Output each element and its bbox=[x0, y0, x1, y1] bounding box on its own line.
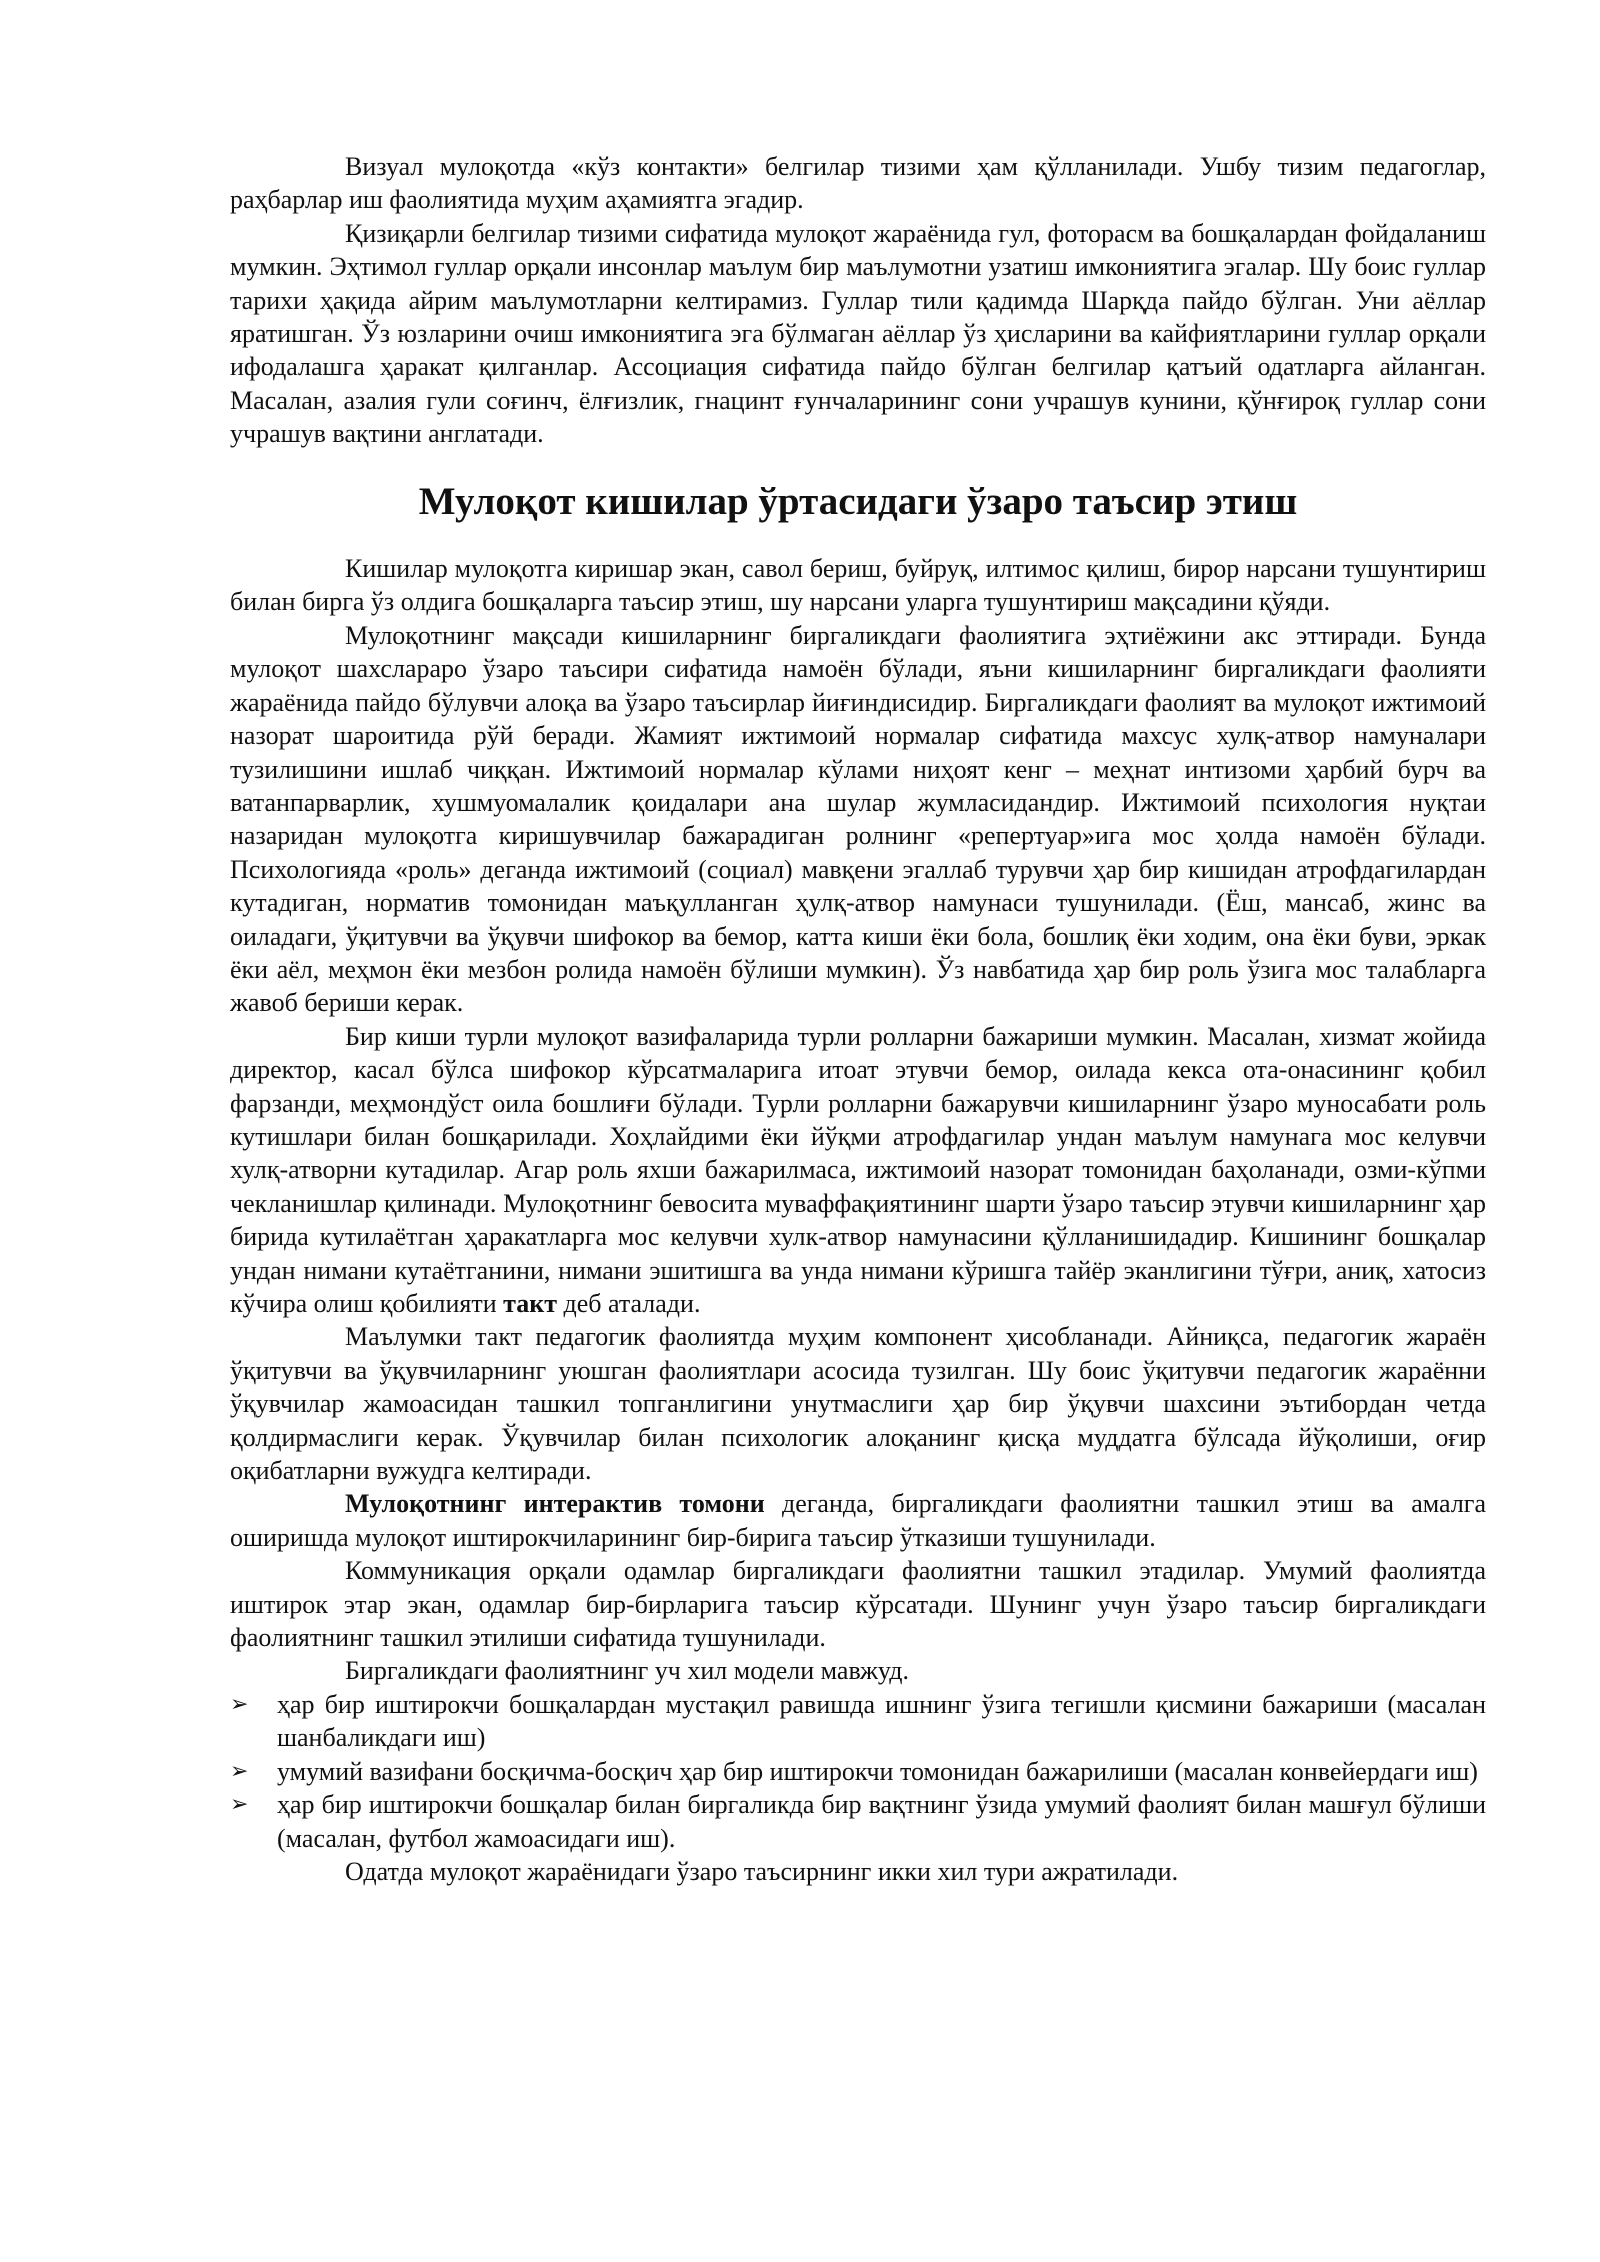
tact-term: такт bbox=[503, 1289, 557, 1318]
list-item-text: ҳар бир иштирокчи бошқалар билан биргаликда бир вақтнинг ўзида умумий фаолият билан машғул бўлиши (масалан, футбол жамоасидаги иш). bbox=[277, 1790, 1486, 1853]
tact-text-before: Бир киши турли мулоқот вазифаларида турли ролларни бажариши мумкин. Масалан, хизмат жойида директор, касал бўлса шифокор кўрсатмаларига итоат этувчи бемор, оилада кекса ота-онасининг қобил фарзанди, меҳмондўст оила бошлиғи бўлади. Турли ролларни бажарувчи кишиларнинг ўзаро муносабати роль кутишлари билан бошқарилади. Хоҳлайдими ёки йўқми атрофдагилар ундан маълум намунага мос келувчи хулқ-атворни кутадилар. Агар роль яхши бажарилмаса, ижтимоий назорат томонидан баҳоланади, озми-кўпми чекланишлар қилинади. Мулоқотнинг бевосита муваффақиятининг шарти ўзаро таъсир этувчи кишиларнинг ҳар бирида кутилаётган ҳаракатларга мос келувчи хулк-атвор намунасини қўлланишидадир. Кишининг бошқалар ундан нимани кутаётганини, нимани эшитишга ва унда нимани кўришга тайёр эканлигини тўғри, аниқ, хатосиз кўчира олиш қобилияти bbox=[230, 1021, 1486, 1318]
paragraph-social-roles: Мулоқотнинг мақсади кишиларнинг биргаликдаги фаолиятига эҳтиёжини акс эттиради. Бунда мулоқот шахслараро ўзаро таъсири сифатида намоён бўлади, яъни кишиларнинг биргаликдаги фаолияти жараёнида пайдо бўлувчи алоқа ва ўзаро таъсирлар йиғиндисидир. Биргаликдаги фаолият ва мулоқот ижтимоий назорат шароитида рўй беради. Жамият ижтимоий нормалар сифатида махсус хулқ-атвор намуналари тузилишини ишлаб чиққан. Ижтимоий нормалар кўлами ниҳоят кенг – меҳнат интизоми ҳарбий бурч ва ватанпарварлик, хушмуомалалик қоидалари ана шулар жумласидандир. Ижтимоий психология нуқтаи назаридан мулоқотга киришувчилар бажарадиган ролнинг «репертуар»ига мос ҳолда намоён бўлади. Психологияда «роль» деганда ижтимоий (социал) мавқени эгаллаб турувчи ҳар бир кишидан атрофдагилардан кутадиган, норматив томонидан маъқулланган ҳулқ-атвор намунаси тушунилади. (Ёш, мансаб, жинс ва оиладаги, ўқитувчи ва ўқувчи шифокор ва бемор, катта киши ёки бола, бошлиқ ёки ходим, она ёки буви, эркак ёки аёл, меҳмон ёки мезбон ролида намоён бўлиши мумкин). Ўз навбатида ҳар бир роль ўзига мос талабларга жавоб бериши керак. bbox=[230, 620, 1486, 1018]
arrow-bullet-icon: ➢ bbox=[230, 1792, 249, 1818]
interactive-side-text: деганда, биргаликдаги фаолиятни ташкил этиш ва амалга оширишда мулоқот иштирокчиларининг бир-бирига таъсир ўтказиши тушунилади. bbox=[230, 1489, 1486, 1552]
activity-models-list bbox=[230, 1688, 1486, 1855]
paragraph-three-models: Биргаликдаги фаолиятнинг уч хил модели мавжуд. bbox=[345, 1656, 910, 1686]
paragraph-tact bbox=[230, 1020, 1486, 1321]
paragraph-communication-purpose: Кишилар мулоқотга киришар экан, савол бериш, буйруқ, илтимос қилиш, бирор нарсани тушунтириш билан бирга ўз олдига бошқаларга таъсир этиш, шу нарсани уларга тушунтириш мақсадини қўяди. bbox=[230, 554, 1486, 617]
list-item-text: ҳар бир иштирокчи бошқалардан мустақил равишда ишнинг ўзига тегишли қисмини бажариши (масалан шанбаликдаги иш) bbox=[277, 1689, 1486, 1753]
paragraph-communication-activity: Коммуникация орқали одамлар биргаликдаги фаолиятни ташкил этадилар. Умумий фаолиятда иштирок этар экан, одамлар бир-бирларига таъсир кўрсатади. Шунинг учун ўзаро таъсир биргаликдаги фаолиятнинг ташкил этилиши сифатида тушунилади. bbox=[230, 1556, 1486, 1653]
paragraph-eye-contact: Визуал мулоқотда «кўз контакти» белгилар тизими ҳам қўлланилади. Ушбу тизим педагоглар, раҳбарлар иш фаолиятида муҳим аҳамиятга эгадир. bbox=[230, 152, 1486, 215]
list-item bbox=[230, 1788, 1486, 1855]
paragraph-interactive-side bbox=[230, 1487, 1486, 1554]
document-page bbox=[230, 150, 1486, 1888]
tact-text-after: деб аталади. bbox=[556, 1289, 701, 1318]
list-item bbox=[230, 1688, 1486, 1755]
list-item-text: умумий вазифани босқичма-босқич ҳар бир иштирокчи томонидан бажарилиши (масалан конвейердаги иш) bbox=[277, 1756, 1478, 1786]
paragraph-pedagogical-tact: Маълумки такт педагогик фаолиятда муҳим компонент ҳисобланади. Айниқса, педагогик жараён ўқитувчи ва ўқувчиларнинг уюшган фаолиятлари асосида тузилган. Шу боис ўқитувчи педагогик жараённи ўқувчилар жамоасидан ташкил топганлигини унутмаслиги ҳар бир ўқувчи шахсини эътибордан четда қолдирмаслиги керак. Ўқувчилар билан психологик алоқанинг қисқа муддатга бўлсада йўқолиши, оғир оқибатларни вужудга келтиради. bbox=[230, 1322, 1486, 1486]
paragraph-flower-signs: Қизиқарли белгилар тизими сифатида мулоқот жараёнида гул, фоторасм ва бошқалардан фойдаланиш мумкин. Эҳтимол гуллар орқали инсонлар маълум бир маълумотни узатиш имкониятига эгалар. Шу боис гуллар тарихи ҳақида айрим маълумотларни келтирамиз. Гуллар тили қадимда Шарқда пайдо бўлган. Уни аёллар яратишган. Ўз юзларини очиш имкониятига эга бўлмаган аёллар ўз ҳисларини ва кайфиятларини гуллар орқали ифодалашга ҳаракат қилганлар. Ассоциация сифатида пайдо бўлган белгилар қатъий одатларга айланган. Масалан, азалия гули соғинч, ёлғизлик, гнацинт ғунчаларининг сони учрашув кунини, қўнғироқ гуллар сони учрашув вақтини англатади. bbox=[230, 218, 1486, 449]
arrow-bullet-icon: ➢ bbox=[230, 1758, 249, 1784]
section-heading: Мулоқот кишилар ўртасидаги ўзаро таъсир этиш bbox=[418, 479, 1298, 523]
list-item bbox=[230, 1755, 1486, 1788]
arrow-bullet-icon: ➢ bbox=[230, 1691, 249, 1717]
paragraph-interaction-types: Одатда мулоқот жараёнидаги ўзаро таъсирнинг икки хил тури ажратилади. bbox=[345, 1856, 1179, 1886]
interactive-side-term: Мулоқотнинг интерактив томони bbox=[345, 1489, 765, 1519]
